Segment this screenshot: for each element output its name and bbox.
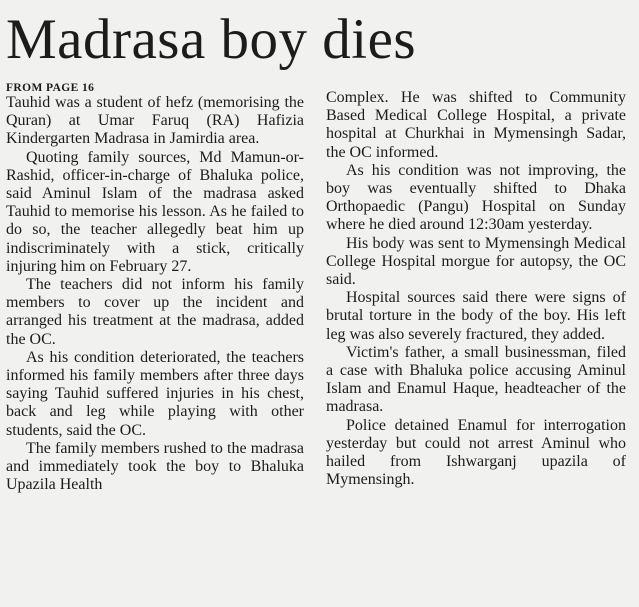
paragraph: The family members rushed to the madrasa and immediately took the boy to Bhaluka Upazila Health (6, 439, 304, 494)
article-column-left (6, 94, 304, 494)
paragraph: Tauhid was a student of hefz (memorising the Quran) at Umar Faruq (RA) Hafizia Kindergarten Madrasa in Jamirdia area. (6, 94, 304, 148)
headline: Madrasa boy dies (6, 8, 417, 71)
paragraph: Victim's father, a small businessman, filed a case with Bhaluka police accusing Aminul Islam and Enamul Haque, headteacher of the madrasa. (326, 343, 626, 416)
paragraph: Hospital sources said there were signs of brutal torture in the body of the boy. His left leg was also severely fractured, they added. (326, 289, 626, 343)
paragraph: His body was sent to Mymensingh Medical College Hospital morgue for autopsy, the OC said. (326, 234, 626, 289)
paragraph: Quoting family sources, Md Mamun-or-Rashid, officer-in-charge of Bhaluka police, said Aminul Islam of the madrasa asked Tauhid to memorise his lesson. As he failed to do so, the teacher allegedly beat him up indiscriminately with a stick, critically injuring him on February 27. (6, 148, 304, 275)
paragraph: The teachers did not inform his family members to cover up the incident and arranged his treatment at the madrasa, added the OC. (6, 276, 304, 348)
paragraph: Complex. He was shifted to Community Based Medical College Hospital, a private hospital at Churkhai in Mymensingh Sadar, the OC informed. (326, 89, 626, 161)
article-column-right (326, 89, 626, 489)
paragraph: Police detained Enamul for interrogation yesterday but could not arrest Aminul who hailed from Ishwarganj upazila of Mymensingh. (326, 416, 626, 489)
paragraph: As his condition deteriorated, the teachers informed his family members after three days saying Tauhid suffered injuries in his chest, back and leg while playing with other students, said the OC. (6, 348, 304, 439)
paragraph: As his condition was not improving, the boy was eventually shifted to Dhaka Orthopaedic (Pangu) Hospital on Sunday where he died around 12:30am yesterday. (326, 161, 626, 234)
continued-from-label: FROM PAGE 16 (6, 82, 95, 94)
